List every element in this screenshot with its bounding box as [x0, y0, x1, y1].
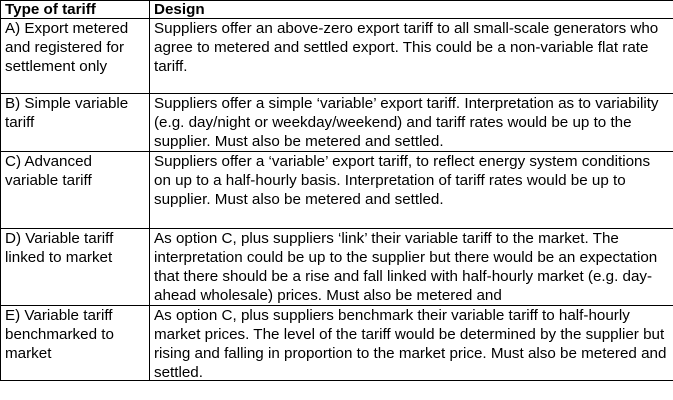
table-row	[1, 306, 673, 381]
table-row	[1, 94, 673, 152]
tariff-design-text: As option C, plus suppliers benchmark their variable tariff to half-hourly market prices. The level of the tariff would be determined by the supplier but rising and falling in proportion to the market price. Must also be metered and settled.	[154, 307, 667, 380]
tariff-design-cell	[150, 306, 673, 381]
header-row	[1, 1, 673, 19]
tariff-type-cell	[1, 306, 150, 381]
tariff-design-text: Suppliers offer a simple ‘variable’ export tariff. Interpretation as to variability (e.g. day/night or weekday/weekend) and tariff rates would be up to the supplier. Must also be metered and settled.	[154, 95, 659, 150]
tariff-type-text: C) Advanced variable tariff	[5, 153, 92, 189]
tariff-design-cell	[150, 19, 673, 94]
tariff-type-cell	[1, 19, 150, 94]
table-row	[1, 229, 673, 306]
tariff-design-text: Suppliers offer a ‘variable’ export tariff, to reflect energy system conditions on up to a half-hourly basis. Interpretation of tariff rates would be up to supplier. Must also be metered and settled.	[154, 153, 651, 208]
header-type-of-tariff: Type of tariff	[1, 1, 150, 19]
tariff-type-text: D) Variable tariff linked to market	[5, 230, 114, 266]
tariff-type-cell	[1, 229, 150, 306]
table-row	[1, 152, 673, 229]
header-design: Design	[150, 1, 673, 19]
tariff-design-cell	[150, 94, 673, 152]
tariff-type-cell	[1, 152, 150, 229]
tariff-type-cell	[1, 94, 150, 152]
tariff-design-text: As option C, plus suppliers ‘link’ their variable tariff to the market. The interpretation could be up to the supplier but there would be an expectation that there should be a rise and fall linked with half-hourly market (e.g. day-ahead wholesale) prices. Must also be metered and	[154, 230, 658, 304]
tariff-type-text: E) Variable tariff benchmarked to market	[5, 307, 114, 362]
tariff-design-cell	[150, 229, 673, 306]
table-row	[1, 19, 673, 94]
tariff-design-text: Suppliers offer an above-zero export tariff to all small-scale generators who agree to metered and settled export. This could be a non-variable flat rate tariff.	[154, 20, 659, 75]
tariff-type-text: B) Simple variable tariff	[5, 95, 129, 131]
tariff-type-text: A) Export metered and registered for settlement only	[5, 20, 129, 75]
tariff-design-cell	[150, 152, 673, 229]
